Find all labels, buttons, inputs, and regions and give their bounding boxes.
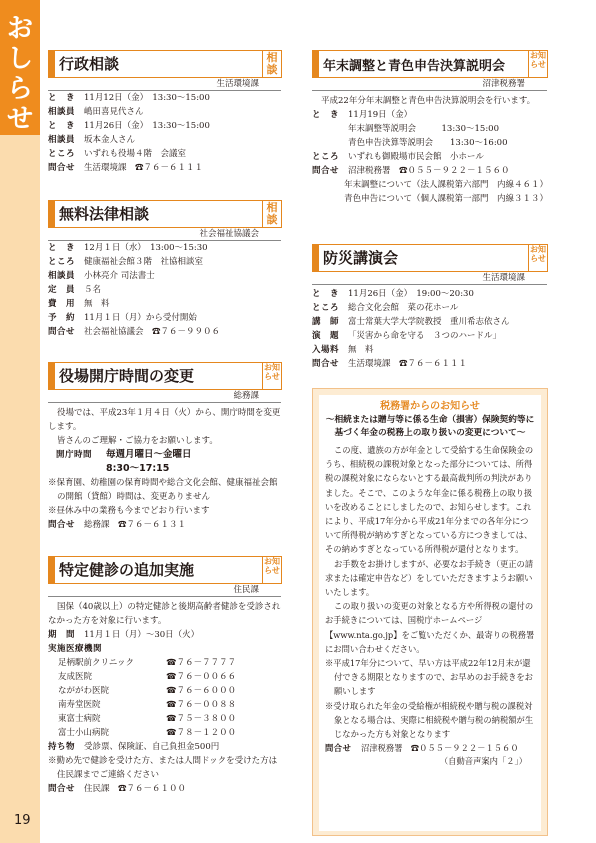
row-value: ５名 <box>84 285 102 295</box>
sidebar-header <box>0 0 40 135</box>
institution-phone: ☎７５－３８００ <box>166 714 237 724</box>
section-title: 防災講演会 <box>323 249 399 267</box>
row-value: 11月19日（金） <box>348 110 413 120</box>
section-kenshin <box>48 556 282 796</box>
row-value: 生活環境課 ☎７６－６１１１ <box>84 163 204 173</box>
row-value: 沼津税務署 ☎０５５－９２２－１５６０ <box>361 743 519 754</box>
info-rows <box>48 241 282 339</box>
institution-row <box>48 712 282 726</box>
page-number: 19 <box>14 813 31 828</box>
row-value: 年末調整等説明会 13:30～15:00 <box>348 124 499 134</box>
info-row <box>312 178 548 192</box>
institution-phone: ☎７８－１２００ <box>166 728 237 738</box>
institution-phone: ☎７６－７７７７ <box>166 658 237 668</box>
info-row <box>48 105 282 119</box>
row-key: と き <box>48 243 76 253</box>
contact-row <box>48 518 282 532</box>
section-muryo <box>48 200 282 339</box>
info-row <box>312 164 548 178</box>
row-key <box>312 136 348 150</box>
row-value: いずれも役場４階 会議室 <box>84 149 187 159</box>
row-key: 問合せ <box>48 784 76 794</box>
info-row <box>48 283 282 297</box>
row-value: 住民課 ☎７６－６１００ <box>84 784 187 794</box>
period-row <box>48 628 282 642</box>
info-row <box>312 136 548 150</box>
info-row <box>312 122 548 136</box>
contact-row <box>48 782 282 796</box>
row-key: 持ち物 <box>48 742 76 752</box>
institution-row <box>48 656 282 670</box>
institution-name: 東富士病院 <box>58 714 101 724</box>
row-value: 11月１日（月）から受付開始 <box>84 313 197 323</box>
row-value: 11月１日（月）～30日（火） <box>84 630 200 640</box>
info-row <box>312 357 548 371</box>
section-tag: 相談 <box>262 201 281 227</box>
row-key: ところ <box>48 257 76 267</box>
info-row <box>48 241 282 255</box>
sidebar-title-char: し <box>6 44 33 74</box>
sidebar-title-char: ら <box>6 74 33 104</box>
row-value: 総務課 ☎７６－６１３１ <box>84 520 187 530</box>
row-key: 開庁時間 <box>56 450 93 460</box>
note: ※保育園、幼稚園の保育時間や総合文化会館、健康福祉会館の開館（貸館）時間は、変更ありません <box>48 478 278 502</box>
info-row <box>312 150 548 164</box>
info-row <box>48 297 282 311</box>
institution-name: 友成医院 <box>58 672 93 682</box>
section-bosai <box>312 244 548 371</box>
row-value: 青色申告について（個人課税第一部門 内線３１３） <box>344 194 548 204</box>
note: ※昼休み中の業務も今までどおり行います <box>48 506 210 516</box>
section-title: 特定健診の追加実施 <box>59 561 195 579</box>
row-value: 11月26日（金） 13:30～15:00 <box>84 121 210 131</box>
row-value: 受診票、保険証、自己負担金500円 <box>84 742 220 752</box>
institution-row <box>48 670 282 684</box>
row-value: 嶋田喜見代さん <box>84 107 144 117</box>
section-tag: お知らせ <box>262 557 281 583</box>
info-row <box>312 329 548 343</box>
row-key: 講 師 <box>312 317 340 327</box>
row-key <box>312 178 344 192</box>
info-row <box>48 311 282 325</box>
row-value: 年末調整について（法人課税第六部門 内線４６１） <box>344 180 548 190</box>
row-key: 問合せ <box>48 327 76 337</box>
info-rows <box>48 91 282 175</box>
section-yakuba <box>48 362 282 532</box>
section-dept: 生活環境課 <box>312 272 547 285</box>
paragraph: お手数をお掛けしますが、必要なお手続き（更正の請求または確定申告など）をしていただきますようお願いいたします。 <box>325 558 534 598</box>
section-gyosei <box>48 50 282 175</box>
row-key: 入場料 <box>312 345 340 355</box>
section-header <box>312 244 548 272</box>
row-value: 健康福祉会館３階 社協相談室 <box>84 257 204 267</box>
row-key: 期 間 <box>48 630 76 640</box>
tax-subtitle-line: 基づく年金の税務上の取り扱いの変更について～ <box>334 428 526 438</box>
info-rows <box>312 108 548 206</box>
info-row <box>48 325 282 339</box>
info-row <box>48 255 282 269</box>
sidebar-title-char: せ <box>6 104 33 134</box>
sidebar-tint <box>0 135 40 805</box>
row-key: と き <box>48 121 76 131</box>
paragraph: 皆さんのご理解・ご協力をお願いします。 <box>57 436 218 446</box>
section-dept: 社会福祉協議会 <box>48 228 281 241</box>
institution-phone: ☎７６－００６６ <box>166 672 237 682</box>
row-value: 無 料 <box>84 299 110 309</box>
row-key: ところ <box>312 303 340 313</box>
hours-row <box>48 448 282 462</box>
info-row <box>312 301 548 315</box>
tax-title: 税務署からのお知らせ <box>380 401 480 412</box>
row-value: 小林亮介 司法書士 <box>84 271 155 281</box>
info-row <box>48 119 282 133</box>
row-value: 生活環境課 ☎７６－６１１１ <box>348 359 468 369</box>
info-row <box>312 192 548 206</box>
row-key: ところ <box>312 152 340 162</box>
row-key: と き <box>312 289 340 299</box>
section-dept: 住民課 <box>48 584 281 597</box>
sidebar <box>0 0 40 843</box>
section-dept: 生活環境課 <box>48 78 281 91</box>
institution-row <box>48 698 282 712</box>
tax-notice-box <box>312 388 548 836</box>
row-key: 予 約 <box>48 313 76 323</box>
institution-row <box>48 684 282 698</box>
row-key: 実施医療機関 <box>48 644 103 654</box>
institution-phone: ☎７６－００８８ <box>166 700 237 710</box>
section-dept: 総務課 <box>48 390 281 403</box>
section-tag: お知らせ <box>262 363 281 389</box>
row-value: いずれも御殿場市民会館 小ホール <box>348 152 484 162</box>
note: ※受け取られた年金の受給権が相続税や贈与税の課税対象となる場合は、実際に相続税や贈与税の納税額が生じなかった方も対象となります <box>325 700 534 740</box>
section-header <box>48 556 282 584</box>
row-key: ところ <box>48 149 76 159</box>
info-row <box>48 147 282 161</box>
row-key: 問合せ <box>325 743 352 754</box>
row-key: 問合せ <box>48 520 76 530</box>
note: ※平成17年分について、早い方は平成22年12月末が還付できる期限となりますので、お早めのお手続きをお願いします <box>325 658 533 697</box>
institution-list <box>48 656 282 740</box>
contact-sub: （自動音声案内「２」） <box>439 756 527 767</box>
row-key: 定 員 <box>48 285 76 295</box>
row-key: 問合せ <box>48 163 76 173</box>
contact-row <box>325 741 535 755</box>
info-row <box>312 343 548 357</box>
row-value: 無 料 <box>348 345 374 355</box>
section-title: 年末調整と青色申告決算説明会 <box>323 59 506 74</box>
section-tag: お知らせ <box>528 51 547 77</box>
row-value: 11月12日（金） 13:30～15:00 <box>84 93 210 103</box>
row-value: 坂本金人さん <box>84 135 136 145</box>
row-key: 相談員 <box>48 135 76 145</box>
institution-name: 富士小山病院 <box>58 728 110 738</box>
row-value: 沼津税務署 ☎０５５－９２２－１５６０ <box>348 166 510 176</box>
info-row <box>312 287 548 301</box>
section-header <box>48 362 282 390</box>
institutions-heading <box>48 642 282 656</box>
tax-subtitle-line: ～相続または贈与等に係る生命（損害）保険契約等に <box>325 415 535 425</box>
section-header <box>48 200 282 228</box>
section-tag: 相談 <box>262 51 281 77</box>
section-header <box>48 50 282 78</box>
row-key: 演 題 <box>312 331 340 341</box>
section-header <box>312 50 548 78</box>
info-row <box>312 108 548 122</box>
info-rows <box>312 287 548 371</box>
info-row <box>312 315 548 329</box>
paragraph: 国保（40歳以上）の特定健診と後期高齢者健診を受診されなかった方を対象に行います。 <box>48 602 281 626</box>
row-key <box>312 122 348 136</box>
row-value: 12月１日（水） 13:00～15:30 <box>84 243 208 253</box>
institution-row <box>48 726 282 740</box>
paragraph: 平成22年分年末調整と青色申告決算説明会を行います。 <box>321 96 536 106</box>
section-tag: お知らせ <box>528 245 547 271</box>
section-title: 行政相談 <box>59 55 120 73</box>
institution-name: 足柄駅前クリニック <box>58 658 134 668</box>
row-value: 総合文化会館 菜の花ホール <box>348 303 459 313</box>
row-key: 費 用 <box>48 299 76 309</box>
institution-name: なががわ医院 <box>58 686 110 696</box>
row-value: 青色申告決算等説明会 13:30～16:00 <box>348 138 508 148</box>
row-key <box>312 192 344 206</box>
bring-row <box>48 740 282 754</box>
paragraph: 役場では、平成23年１月４日（火）から、開庁時間を変更します。 <box>48 408 281 432</box>
row-value: 社会福祉協議会 ☎７６－９９０６ <box>84 327 221 337</box>
sidebar-title-char: お <box>6 14 33 44</box>
info-row <box>48 91 282 105</box>
row-key: と き <box>48 93 76 103</box>
institution-phone: ☎７６－６０００ <box>166 686 237 696</box>
info-row <box>48 269 282 283</box>
tax-subtitle <box>325 414 535 440</box>
section-nenmatsu <box>312 50 548 206</box>
info-row <box>48 133 282 147</box>
row-value: 11月26日（金） 19:00～20:30 <box>348 289 474 299</box>
row-key: と き <box>312 110 340 120</box>
section-dept: 沼津税務署 <box>312 78 547 91</box>
row-key: 相談員 <box>48 271 76 281</box>
row-key: 相談員 <box>48 107 76 117</box>
section-title: 役場開庁時間の変更 <box>59 367 195 385</box>
info-row <box>48 161 282 175</box>
row-key: 問合せ <box>312 166 340 176</box>
paragraph: この取り扱いの変更の対象となる方や所得税の還付のお手続きについては、国税庁ホームページ【www.nta.go.jp】をご覧いただくか、最寄りの税務署にお問い合わせください。 <box>325 601 535 654</box>
note: ※勤め先で健診を受けた方、または人間ドックを受けた方は住民課までご連絡ください <box>48 756 278 780</box>
row-key: 問合せ <box>312 359 340 369</box>
paragraph: この度、遺族の方が年金として受給する生命保険金のうち、相続税の課税対象となった部分については、所得税の課税対象にならないとする最高裁判所の判決がありました。そこで、このような年金に係る税務上の取り扱いを改めることにしましたので、お知らせします。これにより、平成17年分から平成21年分までの各年分について所得税が納めすぎとなっている方につきましては、その納めすぎとなっている所得税が還付となります。 <box>325 445 534 555</box>
row-value: 富士常葉大学大学院教授 重川希志依さん <box>348 317 510 327</box>
institution-name: 南寿堂医院 <box>58 700 101 710</box>
hours-days: 毎週月曜日～金曜日 <box>106 449 192 460</box>
section-title: 無料法律相談 <box>59 205 150 223</box>
row-value: 「災害から命を守る ３つのハードル」 <box>348 331 502 341</box>
hours-time: 8:30～17:15 <box>106 463 170 474</box>
sidebar-title <box>5 14 35 134</box>
